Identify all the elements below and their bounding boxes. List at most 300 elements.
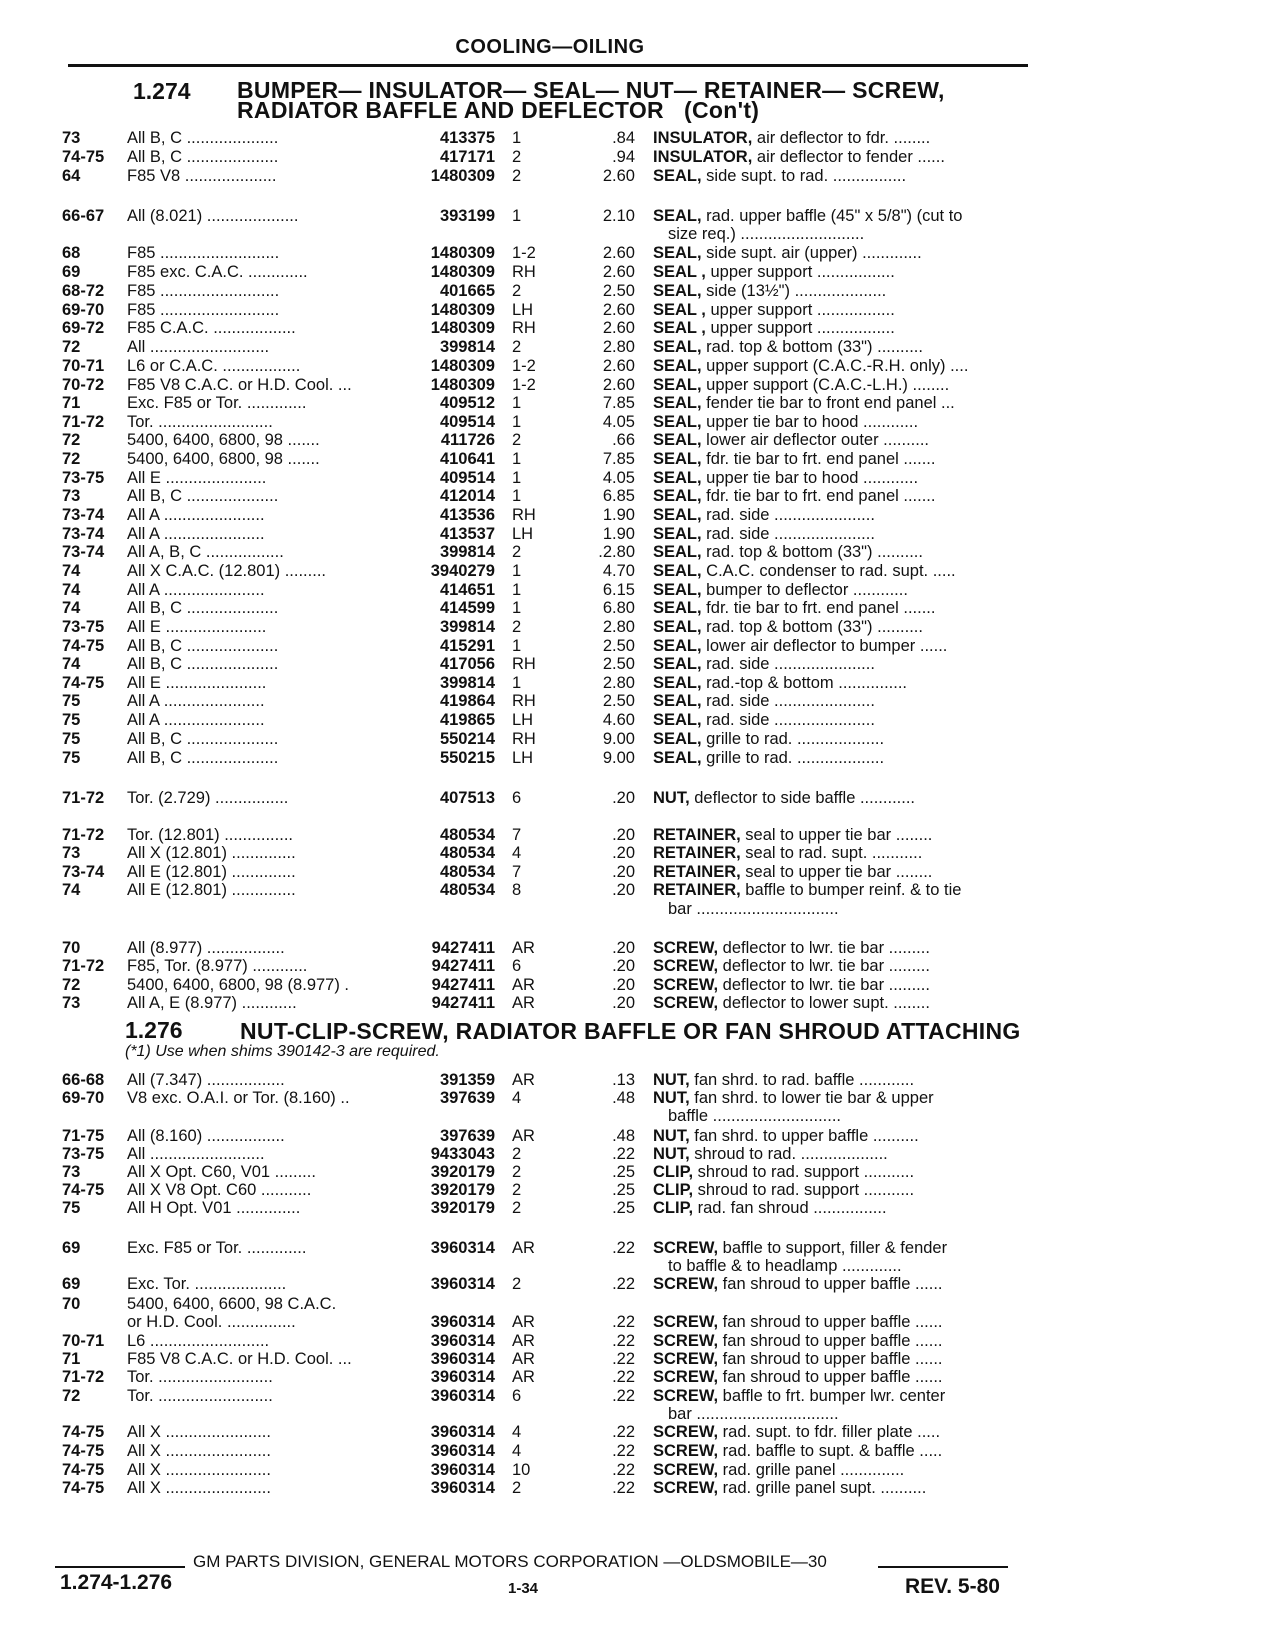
row-year: 72: [62, 338, 81, 356]
row-price: .22: [612, 1423, 635, 1441]
row-price: .2.80: [598, 543, 635, 561]
row-part-number: 3960314: [430, 1461, 495, 1479]
row-description-text: shroud to rad. support ...........: [693, 1163, 915, 1181]
table-row: [0, 1478, 1280, 1498]
table-row: [0, 938, 1280, 958]
row-description: [653, 318, 1013, 338]
row-description-keyword: SEAL,: [653, 431, 702, 449]
row-description-keyword: SEAL,: [653, 599, 702, 617]
row-year: 69: [62, 1275, 81, 1293]
row-year: 70-71: [62, 357, 105, 375]
row-model: L6 ..........................: [127, 1332, 270, 1350]
row-description-keyword: SCREW,: [653, 939, 719, 957]
row-price: .22: [612, 1442, 635, 1460]
row-year: 74-75: [62, 1442, 105, 1460]
table-row: [0, 1367, 1280, 1387]
row-description-text: lower air deflector to bumper ......: [701, 637, 948, 655]
table-row: [0, 862, 1280, 882]
row-description-text: fan shroud to upper baffle ......: [718, 1275, 943, 1293]
row-description-keyword: SCREW,: [653, 1332, 719, 1350]
row-price: 2.60: [602, 319, 635, 337]
row-year: 73-74: [62, 543, 105, 561]
row-part-number: 414651: [439, 581, 495, 599]
row-model: All (7.347) .................: [127, 1071, 285, 1089]
row-description: [653, 975, 1013, 995]
row-quantity: AR: [512, 1313, 535, 1331]
row-description: [653, 1349, 1013, 1369]
section-number-1274: 1.274: [133, 78, 191, 104]
row-quantity: 1: [512, 469, 522, 487]
row-description-keyword: NUT,: [653, 1145, 690, 1163]
row-model: Exc. Tor. ....................: [127, 1275, 287, 1293]
row-model: All E (12.801) ..............: [127, 881, 296, 899]
row-model: 5400, 6400, 6600, 98 C.A.C.: [127, 1295, 337, 1313]
row-model: All X .......................: [127, 1479, 271, 1497]
row-description-text: seal to rad. supt. ...........: [740, 844, 923, 862]
table-row: [0, 617, 1280, 637]
row-price: .20: [612, 881, 635, 899]
row-description-text: rad. top & bottom (33") ..........: [701, 543, 923, 561]
row-price: 9.00: [602, 749, 635, 767]
row-price: .48: [612, 1127, 635, 1145]
row-year: 73-74: [62, 506, 105, 524]
row-model: F85 ..........................: [127, 301, 280, 319]
row-part-number: 417171: [439, 148, 495, 166]
row-part-number: 419865: [439, 711, 495, 729]
row-description: [653, 788, 1013, 808]
row-model: All A ......................: [127, 692, 265, 710]
row-quantity: 2: [512, 167, 522, 185]
row-model: All E (12.801) ..............: [127, 863, 296, 881]
row-description: [653, 654, 1013, 674]
row-description: [653, 300, 1013, 320]
table-row: [0, 1404, 1280, 1424]
row-model: All (8.160) .................: [127, 1127, 285, 1145]
row-price: 7.85: [602, 394, 635, 412]
row-description: [653, 1144, 1013, 1164]
row-description-keyword: SEAL,: [653, 469, 702, 487]
row-description: [653, 1162, 1013, 1182]
row-model: Tor. .........................: [127, 1368, 273, 1386]
footer-revision: REV. 5-80: [905, 1575, 1000, 1598]
footer-rule-right: [878, 1566, 1008, 1568]
row-quantity: LH: [512, 749, 534, 767]
row-price: .66: [612, 431, 635, 449]
row-year: 69-70: [62, 301, 105, 319]
row-description-text: side supt. to rad. ................: [701, 167, 907, 185]
table-row: [0, 636, 1280, 656]
row-model: All B, C ....................: [127, 487, 279, 505]
row-part-number: 1480309: [430, 376, 495, 394]
row-model: All B, C ....................: [127, 655, 279, 673]
row-description-keyword: NUT,: [653, 1089, 690, 1107]
row-quantity: 10: [512, 1461, 531, 1479]
table-row: [0, 393, 1280, 413]
row-quantity: RH: [512, 263, 536, 281]
row-quantity: AR: [512, 1368, 535, 1386]
table-row: [0, 1180, 1280, 1200]
row-description: [653, 880, 1013, 900]
row-year: 68: [62, 244, 81, 262]
row-quantity: RH: [512, 319, 536, 337]
row-year: 75: [62, 730, 81, 748]
row-part-number: 1480309: [430, 263, 495, 281]
row-quantity: 1: [512, 581, 522, 599]
row-description-text: seal to upper tie bar ........: [740, 863, 933, 881]
row-description-keyword: SEAL,: [653, 618, 702, 636]
row-description: [653, 147, 1013, 167]
row-year: 75: [62, 692, 81, 710]
row-price: .20: [612, 789, 635, 807]
row-description: [653, 843, 1013, 863]
row-quantity: 1: [512, 487, 522, 505]
row-model: All A, B, C .................: [127, 543, 284, 561]
row-model: All A ......................: [127, 525, 265, 543]
row-part-number: 1480309: [430, 357, 495, 375]
row-model: All X (12.801) ..............: [127, 844, 296, 862]
row-price: 6.80: [602, 599, 635, 617]
row-part-number: 417056: [439, 655, 495, 673]
row-quantity: 7: [512, 863, 522, 881]
row-model: All A, E (8.977) ............: [127, 994, 297, 1012]
row-year: 69-70: [62, 1089, 105, 1107]
row-description-keyword: CLIP,: [653, 1163, 694, 1181]
row-description: [653, 128, 1013, 148]
row-year: 75: [62, 749, 81, 767]
row-price: 2.50: [602, 282, 635, 300]
row-part-number: 413375: [439, 129, 495, 147]
row-description: [653, 449, 1013, 469]
row-description-keyword: SEAL,: [653, 506, 702, 524]
row-description: [653, 729, 1013, 749]
row-description-text: size req.) ...........................: [668, 225, 865, 243]
row-quantity: LH: [512, 301, 534, 319]
row-part-number: 393199: [439, 207, 495, 225]
row-price: .22: [612, 1239, 635, 1257]
row-description-text: rad. upper baffle (45" x 5/8") (cut to: [701, 207, 963, 225]
row-part-number: 414599: [439, 599, 495, 617]
row-year: 74: [62, 655, 81, 673]
row-part-number: 3960314: [430, 1479, 495, 1497]
row-quantity: RH: [512, 730, 536, 748]
table-row: [0, 975, 1280, 995]
row-price: .20: [612, 826, 635, 844]
row-model: All B, C ....................: [127, 749, 279, 767]
row-description-keyword: SCREW,: [653, 957, 719, 975]
row-description-keyword: SEAL,: [653, 487, 702, 505]
row-model: F85 ..........................: [127, 282, 280, 300]
row-quantity: AR: [512, 994, 535, 1012]
section-note: (*1) Use when shims 390142-3 are required.: [125, 1043, 440, 1060]
row-description: [653, 825, 1013, 845]
table-row: [0, 262, 1280, 282]
row-price: .22: [612, 1313, 635, 1331]
row-description: [653, 1441, 1013, 1461]
row-quantity: 2: [512, 282, 522, 300]
row-price: 2.50: [602, 655, 635, 673]
row-model: F85 ..........................: [127, 244, 280, 262]
row-price: .22: [612, 1461, 635, 1479]
table-row: [0, 224, 1280, 244]
row-description-keyword: RETAINER,: [653, 844, 741, 862]
row-description: [653, 1088, 1013, 1108]
row-model: Tor. .........................: [127, 1387, 273, 1405]
row-model: All B, C ....................: [127, 637, 279, 655]
row-description: [653, 486, 1013, 506]
row-year: 75: [62, 1199, 81, 1217]
row-year: 73: [62, 1163, 81, 1181]
row-part-number: 480534: [439, 863, 495, 881]
page-header-title: COOLING—OILING: [455, 36, 645, 58]
row-description: [653, 542, 1013, 562]
row-description-text: bumper to deflector ............: [701, 581, 908, 599]
row-description-text: air deflector to fender ......: [752, 148, 945, 166]
row-description: [668, 899, 1028, 919]
row-description: [653, 561, 1013, 581]
table-row: [0, 147, 1280, 167]
row-model: All A ......................: [127, 711, 265, 729]
row-description-text: deflector to lwr. tie bar .........: [718, 939, 930, 957]
row-description-keyword: SCREW,: [653, 1275, 719, 1293]
row-price: .20: [612, 939, 635, 957]
row-quantity: 8: [512, 881, 522, 899]
row-description: [653, 636, 1013, 656]
row-description: [653, 580, 1013, 600]
row-quantity: AR: [512, 1239, 535, 1257]
row-description-keyword: SCREW,: [653, 1479, 719, 1497]
table-row: [0, 1238, 1280, 1258]
row-year: 72: [62, 431, 81, 449]
row-description-keyword: NUT,: [653, 1127, 690, 1145]
row-model: F85 V8 C.A.C. or H.D. Cool. ...: [127, 1350, 352, 1368]
row-model: All X C.A.C. (12.801) .........: [127, 562, 326, 580]
row-model: 5400, 6400, 6800, 98 .......: [127, 450, 320, 468]
table-row: [0, 899, 1280, 919]
row-description-keyword: CLIP,: [653, 1199, 694, 1217]
row-description: [653, 1070, 1013, 1090]
row-description-text: side supt. air (upper) .............: [701, 244, 922, 262]
row-price: .48: [612, 1089, 635, 1107]
row-description-keyword: RETAINER,: [653, 863, 741, 881]
table-row: [0, 1126, 1280, 1146]
row-description-text: shroud to rad. support ...........: [693, 1181, 915, 1199]
section-number-1276: 1.276: [125, 1017, 183, 1043]
table-row: [0, 1198, 1280, 1218]
row-part-number: 3960314: [430, 1350, 495, 1368]
row-part-number: 550215: [439, 749, 495, 767]
row-description-text: rad. grille panel ..............: [718, 1461, 905, 1479]
row-description-keyword: SEAL,: [653, 749, 702, 767]
row-price: 4.70: [602, 562, 635, 580]
row-description-text: grille to rad. ...................: [701, 749, 885, 767]
row-description-keyword: SEAL,: [653, 376, 702, 394]
row-part-number: 411726: [440, 431, 495, 449]
row-year: 74: [62, 881, 81, 899]
row-year: 74-75: [62, 1461, 105, 1479]
row-description: [653, 673, 1013, 693]
row-description-keyword: SEAL,: [653, 338, 702, 356]
table-row: [0, 956, 1280, 976]
row-description-text: side (13½") ....................: [701, 282, 887, 300]
row-description-text: bar ...............................: [668, 1405, 839, 1423]
row-year: 73: [62, 129, 81, 147]
table-row: [0, 318, 1280, 338]
row-description-keyword: SCREW,: [653, 1313, 719, 1331]
row-quantity: 2: [512, 1275, 522, 1293]
row-price: .20: [612, 957, 635, 975]
row-description-text: upper support .................: [705, 263, 895, 281]
table-row: [0, 468, 1280, 488]
row-part-number: 399814: [439, 674, 495, 692]
row-description-keyword: SEAL,: [653, 282, 702, 300]
footer-text: GM PARTS DIVISION, GENERAL MOTORS CORPORATION —OLDSMOBILE—30: [193, 1552, 827, 1571]
row-part-number: 9427411: [431, 994, 495, 1012]
row-price: .22: [612, 1275, 635, 1293]
row-description: [653, 430, 1013, 450]
row-price: .22: [612, 1350, 635, 1368]
row-year: 73-75: [62, 1145, 105, 1163]
row-year: 72: [62, 976, 81, 994]
row-model: V8 exc. O.A.I. or Tor. (8.160) ..: [127, 1089, 350, 1107]
row-description: [653, 262, 1013, 282]
row-description: [653, 412, 1013, 432]
row-description: [653, 1274, 1013, 1294]
row-model: F85 V8 ....................: [127, 167, 277, 185]
row-description-keyword: SCREW,: [653, 1423, 719, 1441]
row-description-keyword: SCREW,: [653, 1239, 719, 1257]
row-quantity: 1: [512, 637, 522, 655]
row-part-number: 3960314: [430, 1313, 495, 1331]
row-model: All (8.021) ....................: [127, 207, 299, 225]
row-description-keyword: SEAL,: [653, 562, 702, 580]
row-year: 69: [62, 1239, 81, 1257]
row-year: 73: [62, 487, 81, 505]
row-description-text: rad.-top & bottom ...............: [701, 674, 908, 692]
row-year: 64: [62, 167, 81, 185]
row-description-text: baffle to bumper reinf. & to tie: [740, 881, 962, 899]
row-description: [653, 1367, 1013, 1387]
row-description-keyword: CLIP,: [653, 1181, 694, 1199]
row-quantity: AR: [512, 1071, 535, 1089]
row-description-keyword: SEAL ,: [653, 301, 706, 319]
row-description: [653, 710, 1013, 730]
footer-section-range: 1.274-1.276: [60, 1571, 173, 1594]
row-part-number: 409512: [439, 394, 495, 412]
row-year: 74-75: [62, 637, 105, 655]
row-part-number: 9427411: [431, 939, 495, 957]
table-row: [0, 375, 1280, 395]
table-row: [0, 825, 1280, 845]
row-description-text: upper tie bar to hood ............: [701, 469, 919, 487]
row-part-number: 3920179: [430, 1163, 495, 1181]
row-description-keyword: SEAL,: [653, 394, 702, 412]
row-description-keyword: SCREW,: [653, 1387, 719, 1405]
table-row: [0, 505, 1280, 525]
table-row: [0, 729, 1280, 749]
row-quantity: 2: [512, 1199, 522, 1217]
row-part-number: 3960314: [430, 1239, 495, 1257]
row-description-text: fan shrd. to lower tie bar & upper: [689, 1089, 934, 1107]
row-quantity: 1-2: [512, 357, 536, 375]
row-description-text: upper support (C.A.C.-L.H.) ........: [701, 376, 950, 394]
row-description-keyword: RETAINER,: [653, 881, 741, 899]
row-year: 72: [62, 450, 81, 468]
table-row: [0, 598, 1280, 618]
row-description: [653, 862, 1013, 882]
table-row: [0, 1331, 1280, 1351]
row-description-text: fdr. tie bar to frt. end panel .......: [701, 599, 936, 617]
row-description-text: seal to upper tie bar ........: [740, 826, 933, 844]
section-title-1276: NUT-CLIP-SCREW, RADIATOR BAFFLE OR FAN SHROUD ATTACHING: [240, 1018, 1021, 1044]
row-year: 71: [62, 394, 81, 412]
table-row: [0, 788, 1280, 808]
row-quantity: AR: [512, 1332, 535, 1350]
row-quantity: 4: [512, 844, 522, 862]
table-row: [0, 1422, 1280, 1442]
row-part-number: 419864: [439, 692, 495, 710]
row-quantity: 1: [512, 129, 522, 147]
row-quantity: 1: [512, 599, 522, 617]
row-description-text: rad. top & bottom (33") ..........: [701, 618, 923, 636]
row-year: 70-72: [62, 376, 105, 394]
row-description-keyword: SCREW,: [653, 976, 719, 994]
row-description: [653, 375, 1013, 395]
row-year: 71-72: [62, 413, 105, 431]
row-price: 4.05: [602, 469, 635, 487]
row-model: All X V8 Opt. C60 ...........: [127, 1181, 312, 1199]
row-year: 66-67: [62, 207, 105, 225]
row-part-number: 3960314: [430, 1332, 495, 1350]
row-description: [653, 1386, 1013, 1406]
row-description-text: fan shroud to upper baffle ......: [718, 1350, 943, 1368]
row-description-keyword: INSULATOR,: [653, 129, 753, 147]
row-price: 2.50: [602, 637, 635, 655]
row-year: 71-72: [62, 826, 105, 844]
row-model: All E ......................: [127, 618, 267, 636]
row-description: [653, 281, 1013, 301]
row-price: .25: [612, 1163, 635, 1181]
row-quantity: 6: [512, 789, 522, 807]
row-price: 6.15: [602, 581, 635, 599]
row-year: 72: [62, 1387, 81, 1405]
row-description-keyword: SEAL,: [653, 730, 702, 748]
row-description-text: fdr. tie bar to frt. end panel .......: [701, 487, 936, 505]
table-row: [0, 880, 1280, 900]
row-quantity: RH: [512, 506, 536, 524]
row-description-text: fdr. tie bar to frt. end panel .......: [701, 450, 936, 468]
row-quantity: 2: [512, 1181, 522, 1199]
row-description-keyword: SEAL,: [653, 167, 702, 185]
table-row: [0, 1274, 1280, 1294]
row-price: 2.60: [602, 357, 635, 375]
row-description-text: fan shroud to upper baffle ......: [718, 1368, 943, 1386]
footer-page-number: 1-34: [508, 1580, 539, 1597]
row-quantity: 4: [512, 1442, 522, 1460]
table-row: [0, 1349, 1280, 1369]
row-year: 66-68: [62, 1071, 105, 1089]
row-part-number: 3940279: [430, 562, 495, 580]
table-row: [0, 206, 1280, 226]
row-description-keyword: SEAL,: [653, 637, 702, 655]
table-row: [0, 673, 1280, 693]
table-row: [0, 748, 1280, 768]
row-description-text: rad. side ......................: [701, 525, 875, 543]
row-price: .22: [612, 1368, 635, 1386]
row-part-number: 3960314: [430, 1387, 495, 1405]
row-description: [653, 356, 1013, 376]
row-year: 73-75: [62, 618, 105, 636]
row-description: [653, 468, 1013, 488]
